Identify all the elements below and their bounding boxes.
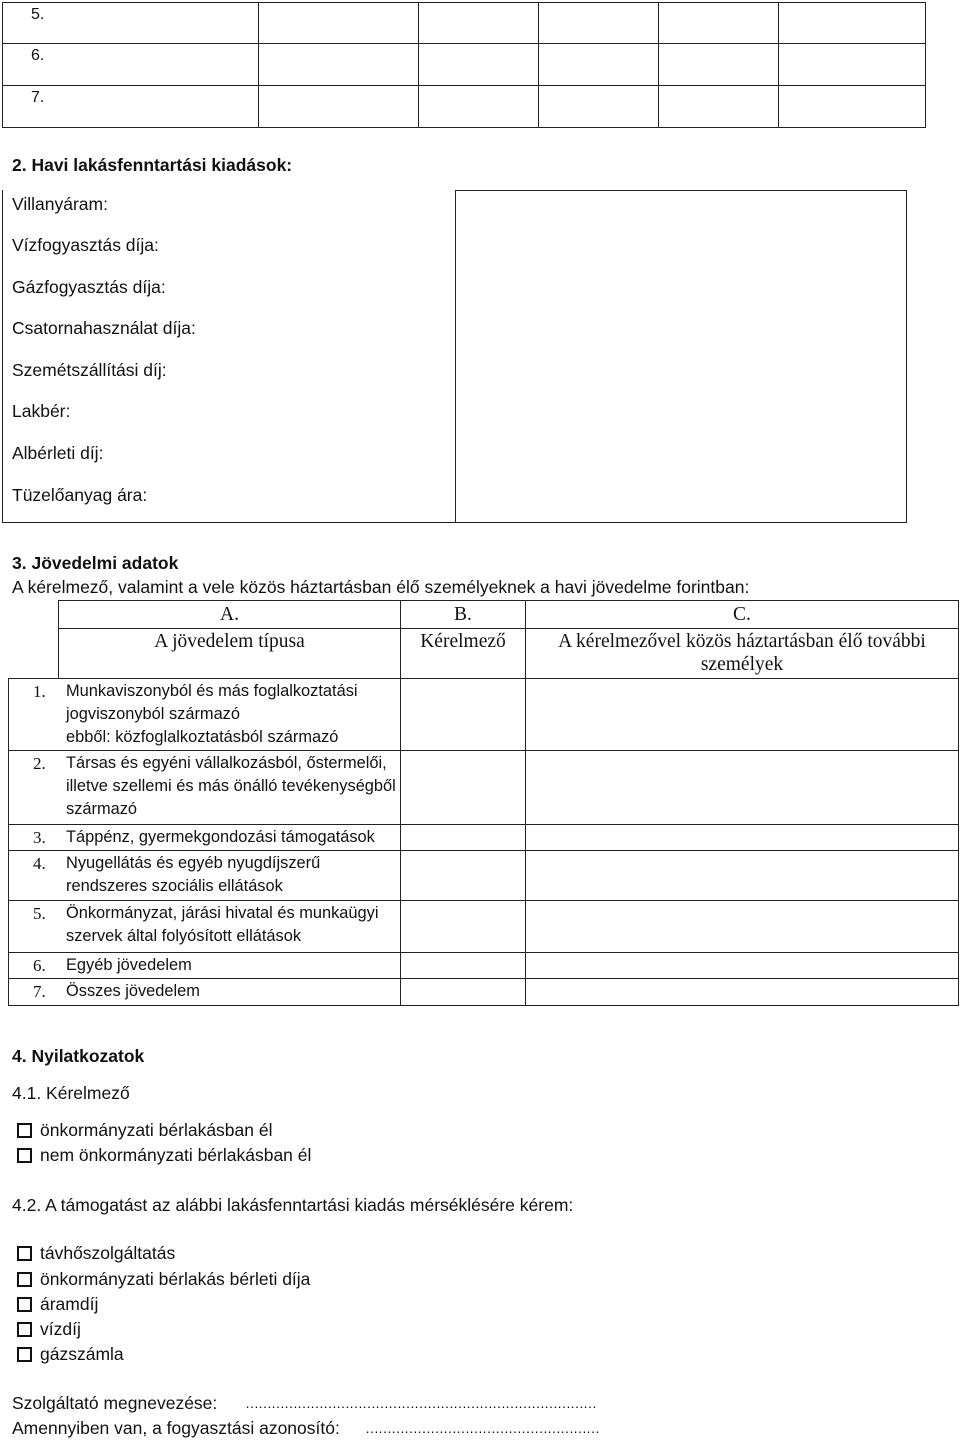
- row-number: 6.: [3, 44, 259, 86]
- checkbox[interactable]: [17, 1123, 32, 1138]
- applicant-label: 4.1. Kérelmező: [12, 1083, 130, 1103]
- income-type-line: rendszeres szociális ellátások: [66, 877, 283, 895]
- row-number: 6.: [33, 956, 46, 975]
- section-title-declarations: 4. Nyilatkozatok: [12, 1046, 145, 1066]
- income-type: [9, 751, 401, 825]
- income-type-line: ebből: közfoglalkoztatásból származó: [66, 728, 339, 746]
- income-type: [9, 851, 401, 901]
- income-type-line: Összes jövedelem: [66, 982, 200, 1000]
- checkbox[interactable]: [17, 1297, 32, 1312]
- checkbox-option[interactable]: [17, 1243, 175, 1263]
- consumer-id-label: Amennyiben van, a fogyasztási azonosító:: [12, 1418, 340, 1438]
- household-members-table: [2, 2, 926, 128]
- consumer-id-field[interactable]: ………………………………………………: [365, 1420, 599, 1436]
- table-cell-blank[interactable]: [259, 44, 419, 86]
- checkbox-label: önkormányzati bérlakásban él: [40, 1120, 273, 1140]
- table-cell-blank[interactable]: [659, 44, 779, 86]
- household-income-cell[interactable]: [526, 679, 959, 751]
- table-cell-blank[interactable]: [259, 86, 419, 128]
- applicant-income-cell[interactable]: [401, 953, 526, 979]
- checkbox-option[interactable]: [17, 1319, 81, 1339]
- table-cell-blank[interactable]: [419, 3, 539, 44]
- column-header-household-members: A kérelmezővel közös háztartásban élő további személyek: [526, 629, 959, 679]
- household-income-cell[interactable]: [526, 751, 959, 825]
- checkbox-label: áramdíj: [40, 1294, 99, 1314]
- section-intro: A kérelmező, valamint a vele közös háztartásban élő személyeknek a havi jövedelme forintban:: [12, 577, 750, 597]
- checkbox[interactable]: [17, 1322, 32, 1337]
- checkbox-option[interactable]: [17, 1294, 98, 1314]
- income-type: [9, 825, 401, 851]
- household-income-cell[interactable]: [526, 901, 959, 953]
- checkbox-label: gázszámla: [40, 1344, 124, 1364]
- applicant-income-cell[interactable]: [401, 679, 526, 751]
- income-type-line: Munkaviszonyból és más foglalkoztatási: [66, 682, 358, 700]
- applicant-income-cell[interactable]: [401, 751, 526, 825]
- checkbox-option[interactable]: [17, 1344, 124, 1364]
- table-cell-blank[interactable]: [779, 86, 926, 128]
- row-number: 3.: [33, 828, 46, 847]
- column-letter-a: A.: [59, 601, 401, 629]
- income-type: [9, 901, 401, 953]
- column-letter-b: B.: [401, 601, 526, 629]
- checkbox-label: nem önkormányzati bérlakásban él: [40, 1145, 312, 1165]
- income-type-line: illetve szellemi és más önálló tevékenységből: [66, 777, 396, 795]
- row-number: 7.: [33, 982, 46, 1001]
- income-type-line: jogviszonyból származó: [66, 705, 240, 723]
- household-income-cell[interactable]: [526, 851, 959, 901]
- row-number: 4.: [33, 854, 46, 873]
- row-number: 7.: [3, 86, 259, 128]
- table-cell-blank[interactable]: [259, 3, 419, 44]
- row-number: 5.: [3, 3, 259, 44]
- income-type-line: származó: [66, 800, 138, 818]
- column-letter-c: C.: [526, 601, 959, 629]
- provider-name-label: Szolgáltató megnevezése:: [12, 1393, 218, 1413]
- row-number: 5.: [33, 904, 46, 923]
- applicant-income-cell[interactable]: [401, 851, 526, 901]
- expense-label: Szemétszállítási díj:: [12, 360, 167, 380]
- expense-label: Vízfogyasztás díja:: [12, 235, 159, 255]
- reduction-label: 4.2. A támogatást az alábbi lakásfenntartási kiadás mérséklésére kérem:: [12, 1195, 574, 1215]
- income-type: [9, 953, 401, 979]
- income-table: [8, 600, 959, 1006]
- expense-label: Lakbér:: [12, 401, 71, 421]
- checkbox[interactable]: [17, 1148, 32, 1163]
- checkbox-label: távhőszolgáltatás: [40, 1243, 176, 1263]
- checkbox-option[interactable]: [17, 1120, 273, 1140]
- table-cell-blank[interactable]: [659, 3, 779, 44]
- expense-label: Albérleti díj:: [12, 443, 104, 463]
- applicant-income-cell[interactable]: [401, 979, 526, 1006]
- table-corner-blank: [9, 601, 59, 629]
- income-type-line: Táppénz, gyermekgondozási támogatások: [66, 828, 375, 846]
- table-cell-blank[interactable]: [539, 3, 659, 44]
- expense-label: Gázfogyasztás díja:: [12, 277, 166, 297]
- applicant-income-cell[interactable]: [401, 825, 526, 851]
- provider-name-field[interactable]: ………………………………………………………………………: [245, 1395, 596, 1411]
- income-type-line: Önkormányzat, járási hivatal és munkaügyi: [66, 904, 379, 922]
- applicant-income-cell[interactable]: [401, 901, 526, 953]
- household-income-cell[interactable]: [526, 953, 959, 979]
- income-type-line: Nyugellátás és egyéb nyugdíjszerű: [66, 854, 321, 872]
- section-title-income: 3. Jövedelmi adatok: [12, 553, 179, 573]
- income-type: [9, 679, 401, 751]
- income-type-line: szervek által folyósított ellátások: [66, 927, 302, 945]
- column-header-income-type: A jövedelem típusa: [59, 629, 401, 679]
- checkbox-option[interactable]: [17, 1269, 310, 1289]
- expense-amount-field[interactable]: [455, 190, 907, 523]
- expense-label: Tüzelőanyag ára:: [12, 485, 148, 505]
- checkbox-label: vízdíj: [40, 1319, 81, 1339]
- table-cell-blank[interactable]: [419, 86, 539, 128]
- row-number: 1.: [33, 682, 46, 701]
- table-cell-blank[interactable]: [419, 44, 539, 86]
- table-cell-blank[interactable]: [659, 86, 779, 128]
- income-type: [9, 979, 401, 1006]
- checkbox[interactable]: [17, 1272, 32, 1287]
- row-number: 2.: [33, 754, 46, 773]
- column-header-applicant: Kérelmező: [401, 629, 526, 679]
- checkbox-option[interactable]: [17, 1145, 311, 1165]
- household-income-cell[interactable]: [526, 979, 959, 1006]
- checkbox-label: önkormányzati bérlakás bérleti díja: [40, 1269, 311, 1289]
- table-cell-blank[interactable]: [539, 86, 659, 128]
- income-type-line: Társas és egyéni vállalkozásból, őstermelői,: [66, 754, 387, 772]
- table-cell-blank[interactable]: [779, 44, 926, 86]
- income-type-line: Egyéb jövedelem: [66, 956, 192, 974]
- expense-label: Csatornahasználat díja:: [12, 318, 196, 338]
- table-cell-blank[interactable]: [779, 3, 926, 44]
- table-cell-blank[interactable]: [539, 44, 659, 86]
- table-corner-blank: [9, 629, 59, 679]
- checkbox[interactable]: [17, 1246, 32, 1261]
- expense-label: Villanyáram:: [12, 194, 108, 214]
- household-income-cell[interactable]: [526, 825, 959, 851]
- section-title-housing-costs: 2. Havi lakásfenntartási kiadások:: [12, 155, 293, 175]
- checkbox[interactable]: [17, 1347, 32, 1362]
